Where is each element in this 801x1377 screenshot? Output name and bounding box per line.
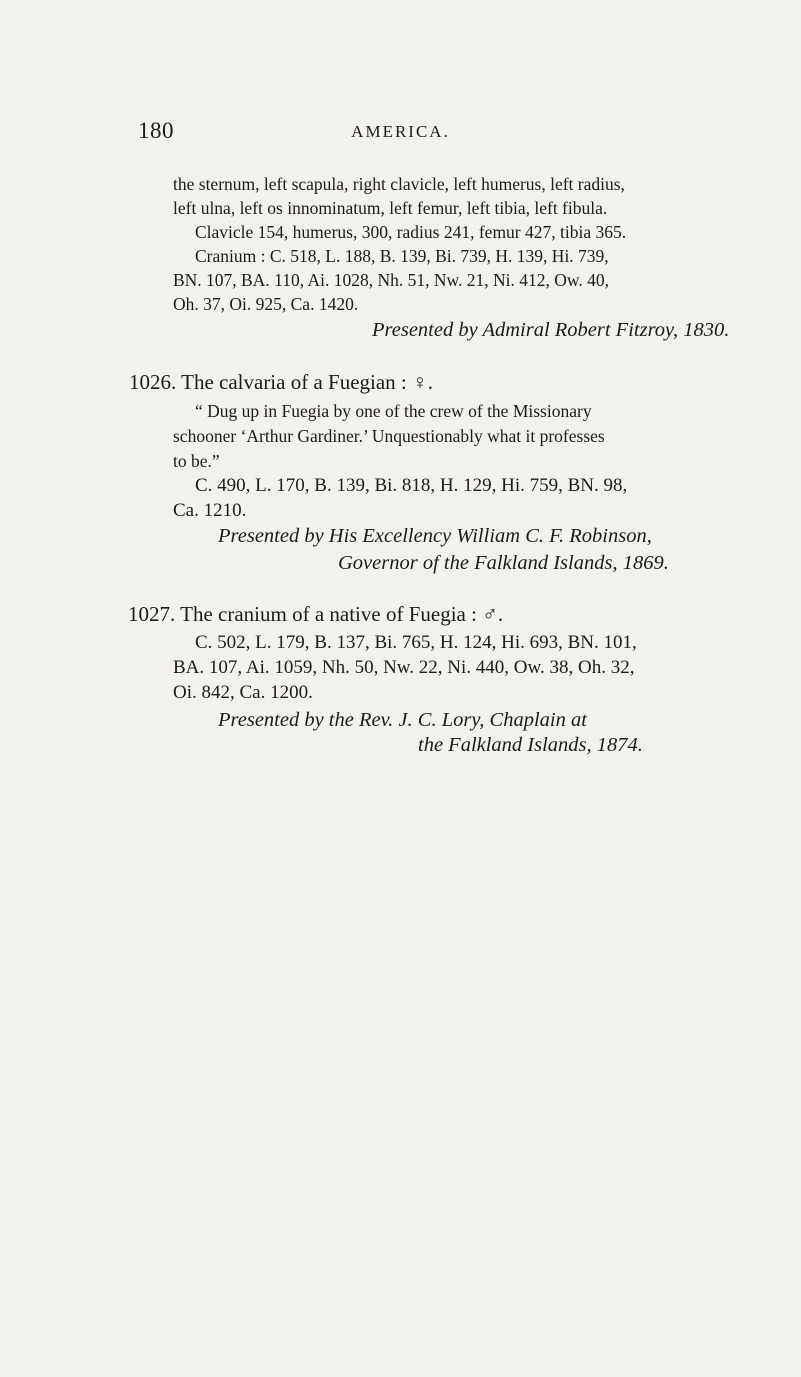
text-line: Clavicle 154, humerus, 300, radius 241, femur 427, tibia 365. <box>195 222 627 242</box>
text-line: “ Dug up in Fuegia by one of the crew of the Missionary <box>195 401 592 421</box>
entry-heading: 1026. The calvaria of a Fuegian : ♀. <box>129 370 434 394</box>
text-line: Cranium : C. 518, L. 188, B. 139, Bi. 739, H. 139, Hi. 739, <box>195 246 609 266</box>
text-line: C. 490, L. 170, B. 139, Bi. 818, H. 129, Hi. 759, BN. 98, <box>195 475 628 496</box>
presentation-credit: Presented by the Rev. J. C. Lory, Chaplain at <box>218 709 587 731</box>
text-line: the sternum, left scapula, right clavicle, left humerus, left radius, <box>173 174 625 194</box>
presentation-credit: Governor of the Falkland Islands, 1869. <box>338 552 669 574</box>
text-line: Oh. 37, Oi. 925, Ca. 1420. <box>173 294 359 314</box>
text-line: Oi. 842, Ca. 1200. <box>173 682 313 703</box>
text-line: to be.” <box>173 451 220 471</box>
text-line: BN. 107, BA. 110, Ai. 1028, Nh. 51, Nw. 21, Ni. 412, Ow. 40, <box>173 270 610 290</box>
presentation-credit: Presented by Admiral Robert Fitzroy, 1830. <box>372 319 730 341</box>
text-line: C. 502, L. 179, B. 137, Bi. 765, H. 124, Hi. 693, BN. 101, <box>195 632 637 653</box>
entry-heading: 1027. The cranium of a native of Fuegia : ♂. <box>128 602 504 626</box>
running-head: AMERICA. <box>351 122 450 141</box>
text-line: schooner ‘Arthur Gardiner.’ Unquestionably what it professes <box>173 426 605 446</box>
text-line: BA. 107, Ai. 1059, Nh. 50, Nw. 22, Ni. 440, Ow. 38, Oh. 32, <box>173 657 635 678</box>
text-line: left ulna, left os innominatum, left femur, left tibia, left fibula. <box>173 198 608 218</box>
text-line: Ca. 1210. <box>173 500 247 521</box>
page-number: 180 <box>138 118 174 143</box>
page-header <box>0 118 801 148</box>
presentation-credit: Presented by His Excellency William C. F. Robinson, <box>218 525 652 547</box>
presentation-credit: the Falkland Islands, 1874. <box>418 734 643 756</box>
